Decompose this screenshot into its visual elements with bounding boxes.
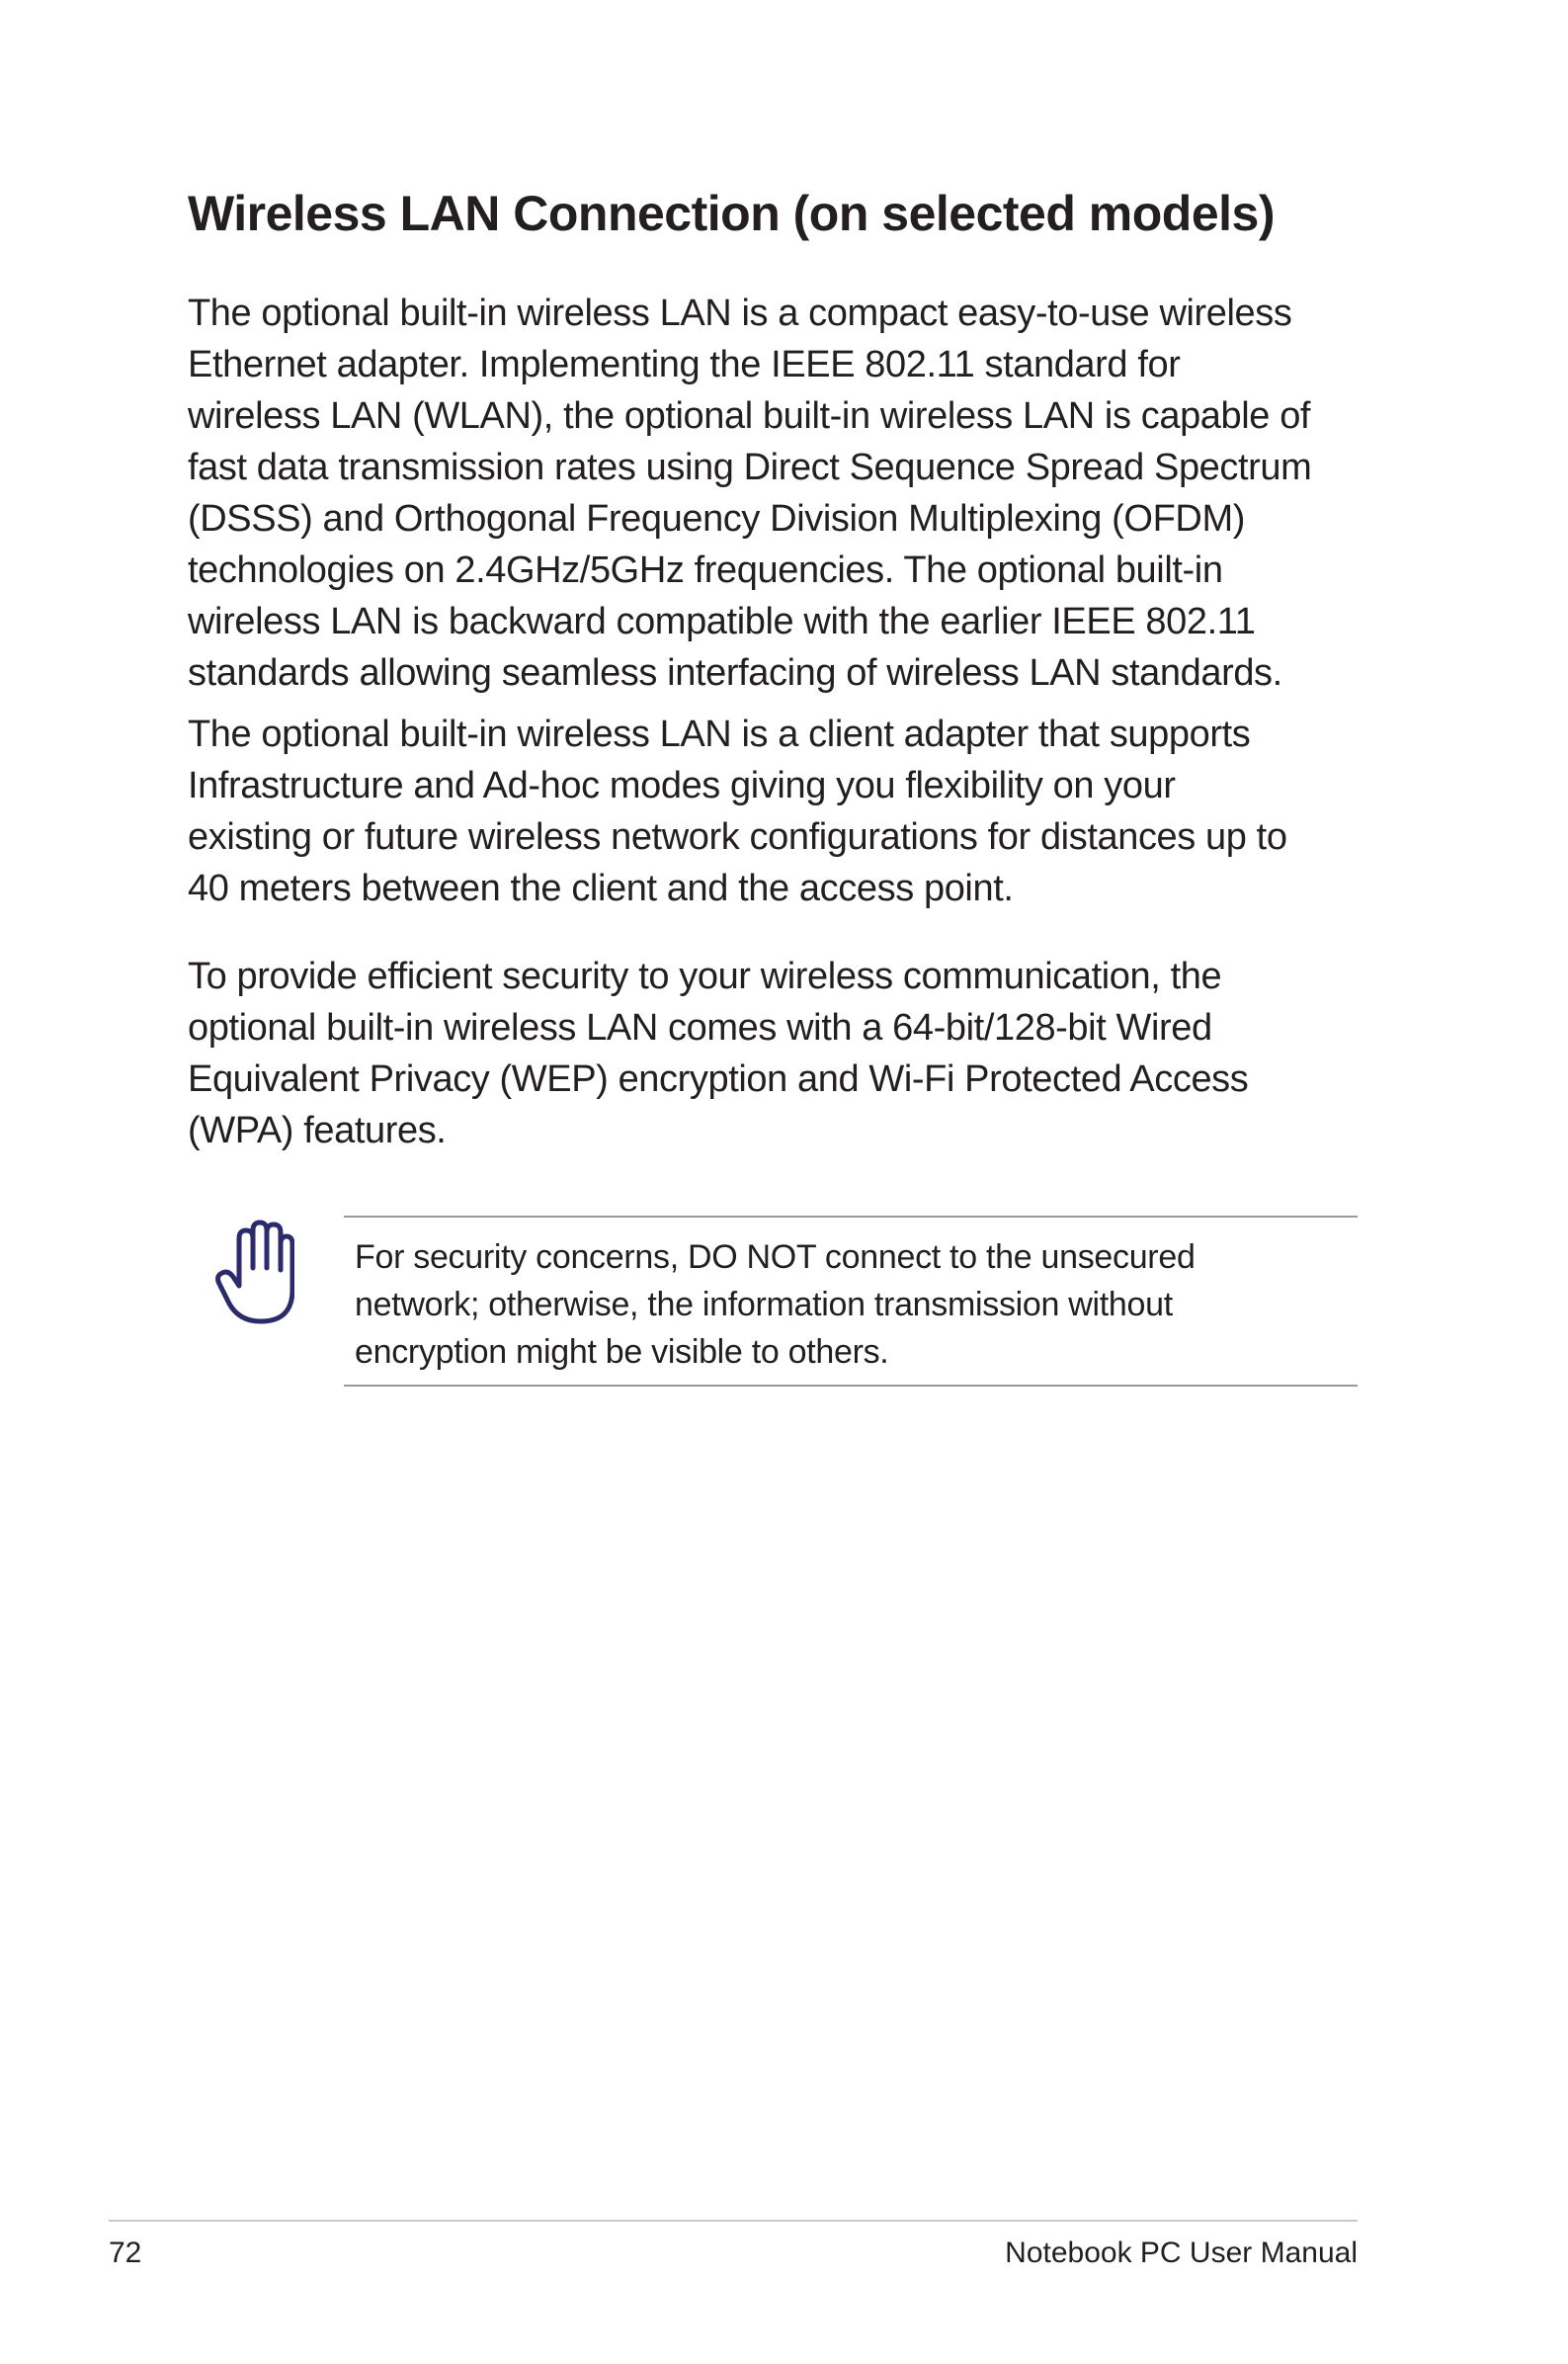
page-number: 72	[109, 2237, 142, 2269]
text-line: The optional built-in wireless LAN is a compact easy-to-use wireless	[188, 293, 1292, 334]
paragraph-client-adapter	[188, 709, 1373, 914]
text-line: technologies on 2.4GHz/5GHz frequencies. The optional built-in	[188, 549, 1223, 591]
text-line: 40 meters between the client and the access point.	[188, 868, 1014, 909]
paragraph-wlan-overview	[188, 288, 1373, 699]
text-line: Infrastructure and Ad-hoc modes giving you flexibility on your	[188, 765, 1176, 806]
paragraph-security	[188, 951, 1373, 1156]
note-divider-top	[344, 1216, 1358, 1218]
text-line: wireless LAN is backward compatible with the earlier IEEE 802.11	[188, 601, 1256, 642]
note-divider-bottom	[344, 1385, 1358, 1387]
text-line: The optional built-in wireless LAN is a client adapter that supports	[188, 714, 1251, 755]
text-line: Equivalent Privacy (WEP) encryption and Wi-Fi Protected Access	[188, 1058, 1249, 1100]
note-line: For security concerns, DO NOT connect to the unsecured	[355, 1238, 1196, 1276]
text-line: Ethernet adapter. Implementing the IEEE 802.11 standard for	[188, 344, 1181, 385]
footer-divider	[109, 2220, 1358, 2222]
note-line: network; otherwise, the information transmission without	[355, 1286, 1173, 1323]
page-title: Wireless LAN Connection (on selected models)	[188, 186, 1275, 241]
text-line: standards allowing seamless interfacing of wireless LAN standards.	[188, 652, 1282, 694]
text-line: wireless LAN (WLAN), the optional built-in wireless LAN is capable of	[188, 395, 1311, 437]
text-line: To provide efficient security to your wireless communication, the	[188, 956, 1222, 997]
text-line: optional built-in wireless LAN comes with a 64-bit/128-bit Wired	[188, 1007, 1212, 1049]
manual-title: Notebook PC User Manual	[1005, 2237, 1358, 2269]
note-line: encryption might be visible to others.	[355, 1333, 889, 1371]
text-line: fast data transmission rates using Direct Sequence Spread Spectrum	[188, 447, 1312, 488]
raised-hand-icon	[215, 1219, 294, 1327]
text-line: (WPA) features.	[188, 1110, 447, 1151]
text-line: (DSSS) and Orthogonal Frequency Division Multiplexing (OFDM)	[188, 498, 1245, 540]
security-note	[355, 1233, 1353, 1376]
text-line: existing or future wireless network configurations for distances up to	[188, 816, 1287, 858]
